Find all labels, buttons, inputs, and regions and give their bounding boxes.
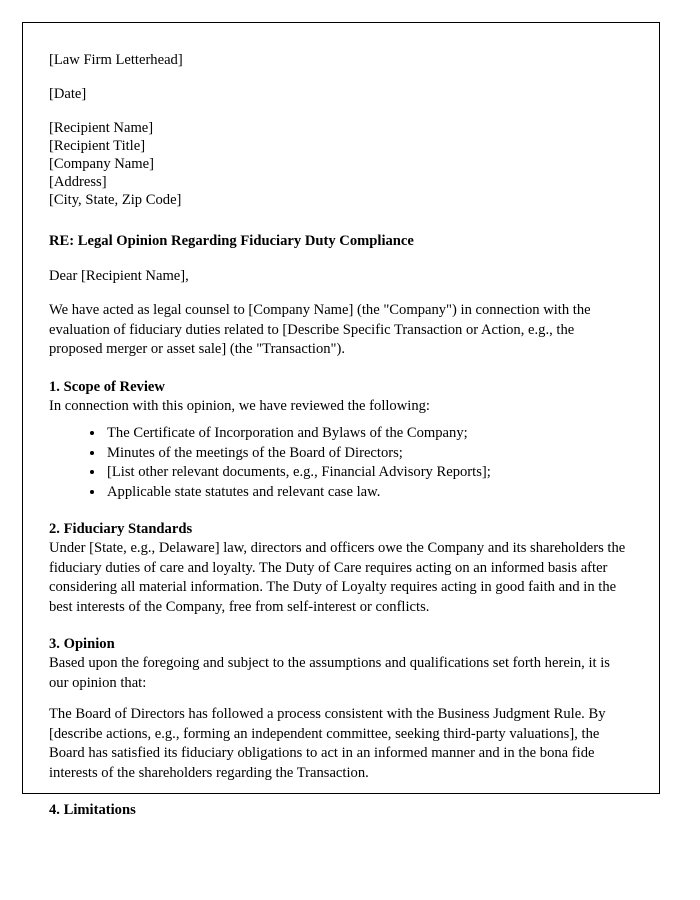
recipient-name: [Recipient Name] xyxy=(49,120,154,136)
subject-block xyxy=(49,232,629,251)
recipient-title: [Recipient Title] xyxy=(49,138,146,154)
section-fiduciary-standards xyxy=(49,520,629,617)
list-item: • [List other relevant documents, e.g., Financial Advisory Reports]; xyxy=(105,463,629,483)
section-opinion xyxy=(49,635,629,783)
list-item: • Minutes of the meetings of the Board of Directors; xyxy=(105,444,629,464)
salutation-text: Dear [Recipient Name], xyxy=(49,268,189,284)
recipient-company: [Company Name] xyxy=(49,156,154,172)
document-page xyxy=(22,22,660,818)
section-3-body: Based upon the foregoing and subject to the assumptions and qualifications set forth herein, it is our opinion that: xyxy=(49,655,610,691)
section-4-heading: 4. Limitations xyxy=(49,802,136,818)
scope-of-review-list xyxy=(49,424,629,502)
section-3-heading: 3. Opinion xyxy=(49,636,115,652)
list-item: • The Certificate of Incorporation and Bylaws of the Company; xyxy=(105,424,629,444)
section-scope-of-review xyxy=(49,378,629,503)
intro-paragraph: We have acted as legal counsel to [Company Name] (the "Company") in connection with the evaluation of fiduciary duties related to [Describe Specific Transaction or Action, e.g., the proposed merger or asset sale] (the "Transaction"). xyxy=(49,302,591,357)
section-limitations xyxy=(49,801,629,820)
recipient-address: [Address] xyxy=(49,174,107,190)
intro-block xyxy=(49,301,629,360)
section-1-lead: In connection with this opinion, we have reviewed the following: xyxy=(49,397,430,414)
list-item: • Applicable state statutes and relevant case law. xyxy=(105,483,629,503)
document-body xyxy=(23,23,659,820)
subject-line: RE: Legal Opinion Regarding Fiduciary Duty Compliance xyxy=(49,233,414,249)
section-1-heading: 1. Scope of Review xyxy=(49,378,165,395)
section-2-heading: 2. Fiduciary Standards xyxy=(49,521,193,537)
date-block xyxy=(49,85,629,103)
recipient-block xyxy=(49,119,629,209)
recipient-city-state-zip: [City, State, Zip Code] xyxy=(49,192,182,208)
section-2-body: Under [State, e.g., Delaware] law, directors and officers owe the Company and its shareholders the fiduciary duties of care and loyalty. The Duty of Care requires acting on an informed basis after considering all material information. The Duty of Loyalty requires acting in good faith and in the best interests of the Company, free from self-interest or conflicts. xyxy=(49,540,626,615)
date-text: [Date] xyxy=(49,86,87,102)
section-3-body-2: The Board of Directors has followed a process consistent with the Business Judgment Rule. By [describe actions, e.g., forming an independent committee, seeking third-party valuations], the Board has satisfied its fiduciary obligations to act in an informed manner and in the bona fide interests of the shareholders regarding the Transaction. xyxy=(49,706,606,781)
letterhead-block xyxy=(49,51,629,69)
salutation-block xyxy=(49,267,629,285)
letterhead-text: [Law Firm Letterhead] xyxy=(49,52,183,68)
